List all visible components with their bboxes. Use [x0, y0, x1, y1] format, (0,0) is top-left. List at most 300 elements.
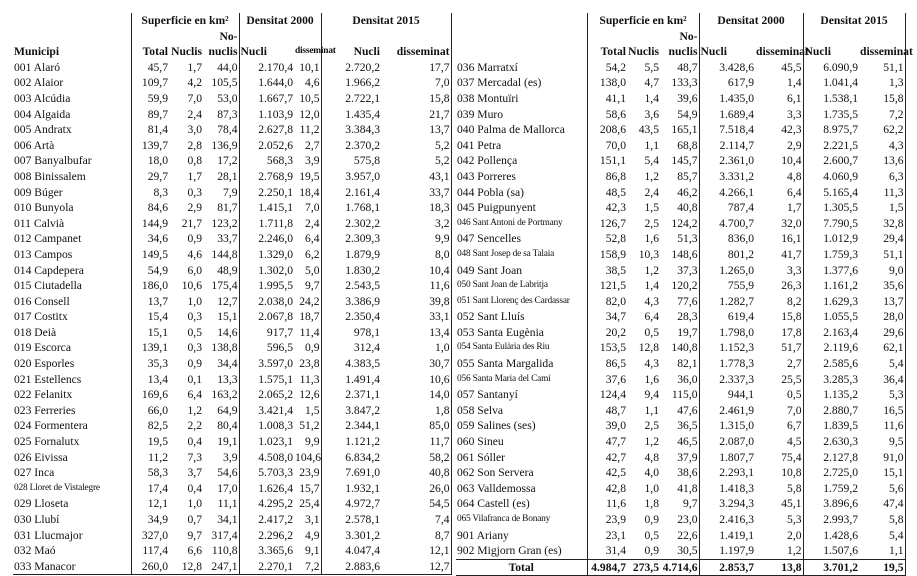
value-cell: 18,0 [131, 153, 169, 169]
table-row [13, 122, 451, 138]
municipi-cell: 002 Alaior [14, 76, 64, 90]
value-cell: 4,8 [787, 169, 802, 183]
value-cell: 42,3 [781, 123, 802, 137]
table-row [13, 153, 451, 169]
value-cell: 110,8 [211, 544, 238, 558]
header-sub-row [13, 29, 451, 60]
municipi-cell: 059 Salines (ses) [457, 419, 536, 433]
value-cell: 327,0 [131, 528, 169, 544]
value-cell: 44,0 [217, 60, 238, 74]
value-cell: 1.711,8 [239, 216, 294, 232]
total-label: Total [456, 559, 587, 576]
value-cell: 28,3 [677, 310, 698, 324]
table-row [456, 543, 905, 559]
value-cell: 41,1 [587, 91, 627, 107]
table-row [13, 138, 451, 154]
table-row [13, 387, 451, 403]
value-cell: 2.119,6 [803, 340, 859, 356]
value-cell: 836,0 [699, 231, 755, 247]
value-cell: 34,4 [217, 357, 238, 371]
disseminat-2000-header: disseminat [756, 45, 809, 59]
value-cell: 6,7 [787, 419, 802, 433]
value-cell: 48,7 [677, 60, 698, 74]
value-cell: 3.331,2 [699, 169, 755, 185]
value-cell: 2,2 [187, 419, 202, 433]
value-cell: 1,2 [187, 403, 202, 417]
value-cell: 260,0 [131, 559, 169, 575]
value-cell: 11,6 [381, 278, 451, 294]
value-cell: 33,7 [381, 185, 451, 201]
value-cell: 4.295,2 [239, 496, 294, 512]
table-row [456, 263, 905, 279]
value-cell: 29,7 [131, 169, 169, 185]
value-cell: 2.337,3 [699, 372, 755, 388]
value-cell: 11,2 [131, 450, 169, 466]
value-cell: 51,3 [677, 232, 698, 246]
municipi-cell: 012 Campanet [14, 232, 82, 246]
value-cell: 2.417,2 [239, 512, 294, 528]
municipi-cell: 030 Llubí [14, 513, 60, 526]
value-cell: 15,1 [859, 465, 905, 481]
value-cell: 4.700,7 [699, 216, 755, 232]
value-cell: 13,4 [131, 372, 169, 388]
table-row [456, 372, 905, 388]
value-cell: 144,9 [131, 216, 169, 232]
value-cell: 12,8 [169, 559, 203, 575]
municipi-cell: 009 Búger [14, 185, 63, 199]
value-cell: 3,1 [305, 513, 320, 526]
value-cell: 28,1 [217, 169, 238, 183]
right-table-body [456, 60, 905, 576]
value-cell: 23,9 [299, 466, 320, 480]
value-cell: 2.361,0 [699, 153, 755, 169]
municipi-cell: 003 Alcúdia [14, 91, 71, 105]
value-cell: 17,0 [217, 481, 238, 495]
table-row [13, 496, 451, 512]
value-cell: 2.461,9 [699, 403, 755, 419]
value-cell: 1,2 [644, 263, 659, 277]
value-cell: 87,3 [217, 107, 238, 121]
value-cell: 23,8 [299, 357, 320, 371]
value-cell: 46,5 [677, 435, 698, 449]
municipi-cell: 043 Porreres [457, 169, 516, 183]
value-cell: 86,5 [587, 356, 627, 372]
value-cell: 4.383,5 [321, 356, 381, 372]
value-cell: 64,9 [217, 403, 238, 417]
value-cell: 2,4 [187, 107, 202, 121]
value-cell: 4.508,0 [239, 450, 294, 466]
value-cell: 1,0 [644, 481, 659, 495]
value-cell: 1.282,7 [699, 294, 755, 310]
value-cell: 0,9 [187, 232, 202, 246]
table-row [456, 309, 905, 325]
municipi-cell: 058 Selva [457, 403, 504, 417]
value-cell: 40,8 [381, 465, 451, 481]
value-cell: 1,2 [787, 544, 802, 558]
value-cell: 7,9 [223, 185, 238, 199]
value-cell: 2,8 [187, 138, 202, 152]
table-row [456, 185, 905, 201]
table-row [13, 294, 451, 310]
value-cell: 51,2 [299, 419, 320, 433]
value-cell: 1,4 [787, 76, 802, 90]
value-cell: 3.294,3 [699, 496, 755, 512]
value-cell: 17,2 [217, 154, 238, 168]
value-cell: 1.197,9 [699, 543, 755, 559]
value-cell: 1.778,3 [699, 356, 755, 372]
value-cell: 2.880,7 [803, 403, 859, 419]
value-cell: 2.722,1 [321, 91, 381, 107]
value-cell: 11,3 [299, 372, 320, 386]
municipi-cell: 042 Pollença [457, 154, 518, 168]
value-cell: 40,8 [677, 201, 698, 215]
municipi-cell: 045 Puigpunyent [457, 201, 536, 215]
value-cell: 1.012,9 [803, 231, 859, 247]
value-cell: 1.055,5 [803, 309, 859, 325]
table-row [13, 247, 451, 263]
total-header: Total [131, 29, 169, 60]
value-cell: 54,9 [677, 107, 698, 121]
value-cell: 158,9 [587, 247, 627, 263]
disseminat-2015-header: disseminat [381, 29, 451, 60]
value-cell: 82,0 [587, 294, 627, 310]
value-cell: 153,5 [587, 340, 627, 356]
value-cell: 16,1 [781, 232, 802, 246]
value-cell: 3.365,6 [239, 543, 294, 559]
value-cell: 39,0 [587, 418, 627, 434]
no-nuclis-header: No- nuclis [208, 29, 238, 59]
value-cell: 1,6 [644, 232, 659, 246]
total-value: 4.984,7 [587, 559, 627, 576]
municipi-cell: 024 Formentera [14, 419, 88, 433]
value-cell: 1.315,0 [699, 418, 755, 434]
value-cell: 34,9 [131, 512, 169, 528]
value-cell: 1,2 [644, 435, 659, 449]
value-cell: 13,6 [859, 153, 905, 169]
value-cell: 7,2 [859, 107, 905, 123]
municipi-cell: 013 Campos [14, 247, 73, 261]
value-cell: 1.629,3 [803, 294, 859, 310]
value-cell: 30,7 [381, 356, 451, 372]
value-cell: 81,4 [131, 122, 169, 138]
value-cell: 23,1 [587, 528, 627, 544]
value-cell: 3.896,6 [803, 496, 859, 512]
value-cell: 17,4 [131, 481, 169, 497]
value-cell: 54,6 [217, 466, 238, 480]
value-cell: 4,8 [644, 450, 659, 464]
value-cell: 1.667,7 [239, 91, 294, 107]
value-cell: 1.008,3 [239, 418, 294, 434]
table-row [13, 325, 451, 341]
value-cell: 8,2 [787, 294, 802, 308]
value-cell: 1.419,1 [699, 528, 755, 544]
value-cell: 86,8 [587, 169, 627, 185]
municipi-cell: 044 Pobla (sa) [457, 185, 524, 199]
value-cell: 2.768,9 [239, 169, 294, 185]
municipi-cell: 022 Felanitx [14, 388, 73, 402]
table-row [13, 528, 451, 544]
value-cell: 12,7 [217, 294, 238, 308]
disseminat-2000-header: disseminat [295, 46, 336, 57]
value-cell: 2.993,7 [803, 512, 859, 528]
value-cell: 1,0 [187, 497, 202, 511]
value-cell: 1,7 [187, 169, 202, 183]
value-cell: 2,0 [787, 528, 802, 542]
municipi-cell: 031 Llucmajor [14, 528, 83, 542]
municipi-cell: 055 Santa Margalida [457, 357, 554, 371]
total-value: 4.714,6 [660, 559, 699, 576]
table-row [13, 356, 451, 372]
table-row [456, 325, 905, 341]
value-cell: 3.847,2 [321, 403, 381, 419]
value-cell: 175,4 [211, 279, 238, 293]
value-cell: 7.518,4 [699, 122, 755, 138]
value-cell: 1,8 [381, 403, 451, 419]
value-cell: 2,4 [305, 216, 320, 230]
municipi-cell: 039 Muro [457, 107, 504, 121]
value-cell: 2.309,3 [321, 231, 381, 247]
value-cell: 10,5 [299, 91, 320, 105]
value-cell: 85,0 [381, 418, 451, 434]
table-row [456, 247, 905, 263]
value-cell: 7,0 [305, 201, 320, 215]
nuclis-header: Nuclis [628, 45, 659, 59]
value-cell: 34,7 [587, 309, 627, 325]
value-cell: 12,1 [131, 496, 169, 512]
value-cell: 1.135,2 [803, 387, 859, 403]
value-cell: 2.170,4 [239, 60, 294, 76]
table-row [456, 465, 905, 481]
value-cell: 2.627,8 [239, 122, 294, 138]
value-cell: 1.041,4 [803, 75, 859, 91]
densitat-2000-header: Densitat 2000 [239, 13, 321, 29]
value-cell: 58,6 [587, 107, 627, 123]
value-cell: 5,0 [305, 263, 320, 277]
table-row [456, 528, 905, 544]
densitat-2000-header: Densitat 2000 [699, 13, 803, 29]
municipi-cell: 064 Castell (es) [457, 497, 530, 511]
value-cell: 1.575,1 [239, 372, 294, 388]
table-row [13, 372, 451, 388]
value-cell: 12,1 [381, 543, 451, 559]
table-row [13, 450, 451, 466]
value-cell: 4,6 [187, 247, 202, 261]
table-row [13, 543, 451, 559]
value-cell: 32,8 [859, 216, 905, 232]
table-row [456, 434, 905, 450]
value-cell: 68,8 [677, 138, 698, 152]
value-cell: 3.957,0 [321, 169, 381, 185]
value-cell: 165,1 [671, 123, 698, 137]
value-cell: 9,7 [187, 528, 202, 542]
table-row [13, 169, 451, 185]
municipi-cell: 010 Bunyola [14, 201, 74, 215]
table-row [456, 340, 905, 356]
value-cell: 42,3 [587, 200, 627, 216]
municipi-cell: 023 Ferreries [14, 403, 76, 417]
municipi-cell: 047 Sencelles [457, 232, 522, 246]
value-cell: 123,2 [211, 216, 238, 230]
value-cell: 15,8 [381, 91, 451, 107]
value-cell: 48,7 [587, 403, 627, 419]
value-cell: 47,6 [677, 403, 698, 417]
table-row [456, 481, 905, 497]
value-cell: 2.067,8 [239, 309, 294, 325]
municipi-cell: 063 Valldemossa [457, 481, 536, 495]
value-cell: 917,7 [239, 325, 294, 341]
value-cell: 1,7 [187, 60, 202, 74]
value-cell: 4,5 [787, 435, 802, 449]
value-cell: 3,7 [187, 466, 202, 480]
table-row [13, 91, 451, 107]
value-cell: 1.626,4 [239, 481, 294, 497]
value-cell: 29,6 [859, 325, 905, 341]
value-cell: 124,4 [587, 387, 627, 403]
table-row [13, 278, 451, 294]
value-cell: 36,5 [677, 419, 698, 433]
value-cell: 2.543,5 [321, 278, 381, 294]
value-cell: 10,4 [781, 154, 802, 168]
value-cell: 3.384,3 [321, 122, 381, 138]
value-cell: 5,3 [859, 387, 905, 403]
value-cell: 2.163,4 [803, 325, 859, 341]
value-cell: 138,8 [211, 341, 238, 355]
table-row [13, 309, 451, 325]
value-cell: 149,5 [131, 247, 169, 263]
value-cell: 2,9 [787, 138, 802, 152]
value-cell: 1.644,0 [239, 75, 294, 91]
value-cell: 1,0 [381, 340, 451, 356]
value-cell: 35,3 [131, 356, 169, 372]
value-cell: 38,6 [677, 466, 698, 480]
value-cell: 48,5 [587, 185, 627, 201]
value-cell: 2.302,2 [321, 216, 381, 232]
value-cell: 145,7 [671, 154, 698, 168]
value-cell: 23,9 [587, 512, 627, 528]
value-cell: 19,7 [677, 325, 698, 339]
table-row [456, 450, 905, 466]
value-cell: 1.435,0 [699, 91, 755, 107]
value-cell: 21,7 [381, 107, 451, 123]
value-cell: 21,7 [181, 216, 202, 230]
value-cell: 48,9 [217, 263, 238, 277]
value-cell: 755,9 [699, 278, 755, 294]
value-cell: 31,4 [587, 543, 627, 559]
municipi-cell: 061 Sóller [457, 450, 505, 464]
table-row [13, 107, 451, 123]
municipi-cell: 027 Inca [14, 466, 55, 480]
value-cell: 53,0 [217, 91, 238, 105]
value-cell: 1.152,3 [699, 340, 755, 356]
nucli-2000-header: Nucli [239, 29, 294, 60]
value-cell: 208,6 [587, 122, 627, 138]
municipi-cell: 018 Deià [14, 325, 57, 339]
value-cell: 1.023,1 [239, 434, 294, 450]
value-cell: 34,6 [131, 231, 169, 247]
value-cell: 3,3 [787, 107, 802, 121]
table-row [13, 263, 451, 279]
value-cell: 1,4 [644, 91, 659, 105]
value-cell: 6,4 [644, 310, 659, 324]
value-cell: 7,0 [381, 75, 451, 91]
value-cell: 1,2 [644, 169, 659, 183]
value-cell: 7,0 [787, 403, 802, 417]
value-cell: 121,5 [587, 278, 627, 294]
value-cell: 2,7 [787, 357, 802, 371]
value-cell: 10,3 [638, 247, 659, 261]
table-row [13, 185, 451, 201]
value-cell: 1.538,1 [803, 91, 859, 107]
value-cell: 18,4 [299, 185, 320, 199]
value-cell: 18,7 [299, 310, 320, 324]
value-cell: 4.047,4 [321, 543, 381, 559]
value-cell: 104,6 [295, 450, 322, 464]
value-cell: 20,2 [587, 325, 627, 341]
no-nuclis-header: No- nuclis [668, 29, 698, 59]
municipi-header: Municipi [14, 45, 60, 59]
value-cell: 3,0 [187, 123, 202, 137]
table-row [13, 434, 451, 450]
table-row [456, 278, 905, 294]
value-cell: 22,6 [677, 528, 698, 542]
value-cell: 117,4 [131, 543, 169, 559]
value-cell: 18,3 [381, 200, 451, 216]
value-cell: 2.350,4 [321, 309, 381, 325]
value-cell: 2.114,7 [699, 138, 755, 154]
value-cell: 36,4 [859, 372, 905, 388]
value-cell: 3.428,6 [699, 60, 755, 76]
value-cell: 2,4 [644, 185, 659, 199]
municipi-cell: 041 Petra [457, 138, 502, 152]
value-cell: 186,0 [131, 278, 169, 294]
value-cell: 78,4 [217, 123, 238, 137]
value-cell: 1.798,0 [699, 325, 755, 341]
value-cell: 12,0 [299, 107, 320, 121]
value-cell: 2.370,2 [321, 138, 381, 154]
left-density-table [13, 13, 452, 575]
value-cell: 6.834,2 [321, 450, 381, 466]
value-cell: 46,2 [677, 185, 698, 199]
value-cell: 2,5 [644, 419, 659, 433]
value-cell: 34,1 [217, 513, 238, 526]
value-cell: 84,6 [131, 200, 169, 216]
value-cell: 7,2 [294, 559, 321, 575]
value-cell: 66,0 [131, 403, 169, 419]
value-cell: 37,6 [587, 372, 627, 388]
value-cell: 2.578,1 [321, 512, 381, 528]
value-cell: 4,9 [305, 528, 320, 542]
value-cell: 1.265,0 [699, 263, 755, 279]
value-cell: 163,2 [211, 388, 238, 402]
value-cell: 5,5 [644, 60, 659, 74]
total-header: Total [587, 29, 627, 60]
table-row [456, 403, 905, 419]
value-cell: 1,8 [644, 497, 659, 511]
value-cell: 11,7 [381, 434, 451, 450]
municipi-cell: 015 Ciutadella [14, 279, 82, 293]
table-row [456, 153, 905, 169]
municipi-cell: 006 Artà [14, 138, 55, 152]
value-cell: 2.038,0 [239, 294, 294, 310]
value-cell: 16,5 [859, 403, 905, 419]
table-row [13, 340, 451, 356]
value-cell: 39,8 [381, 294, 451, 310]
value-cell: 1,1 [859, 543, 905, 559]
value-cell: 58,2 [381, 450, 451, 466]
value-cell: 317,4 [211, 528, 238, 542]
value-cell: 45,5 [781, 60, 802, 74]
municipi-cell: 019 Escorca [14, 341, 71, 355]
